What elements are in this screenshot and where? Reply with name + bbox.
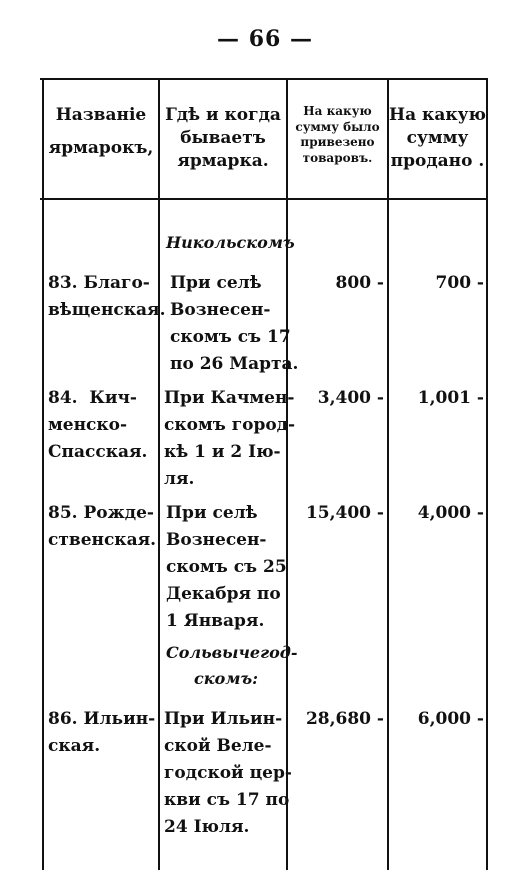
header-where-line: ярмарка. bbox=[177, 150, 269, 171]
fair-name bbox=[48, 706, 155, 760]
column-divider-5 bbox=[486, 78, 488, 870]
fair-sold: 4,000 - bbox=[417, 503, 484, 523]
fair-brought: 3,400 - bbox=[317, 388, 384, 408]
fair-where-line: скомъ съ 17 bbox=[170, 327, 291, 347]
fair-name-line: 83. Благо- bbox=[48, 273, 150, 293]
fair-brought: 800 - bbox=[335, 273, 384, 293]
fair-sold: 700 - bbox=[435, 273, 484, 293]
column-divider-2 bbox=[158, 78, 160, 870]
header-name bbox=[44, 104, 158, 160]
fair-where-line: При Ильин- bbox=[164, 709, 283, 729]
region-label-line: скомъ: bbox=[194, 669, 258, 688]
fair-brought: 28,680 - bbox=[305, 709, 384, 729]
fair-where bbox=[166, 500, 287, 635]
fair-where-line: Вознесен- bbox=[166, 530, 267, 550]
fair-where bbox=[164, 385, 295, 493]
column-divider-4 bbox=[387, 78, 389, 870]
header-where-line: бываетъ bbox=[180, 127, 266, 148]
fair-where-line: скомъ съ 25 bbox=[166, 557, 287, 577]
fair-name-line: 84. Кич- bbox=[48, 388, 137, 408]
header-where-when bbox=[160, 104, 286, 173]
fair-name-line: вѣщенская. bbox=[48, 300, 166, 320]
header-name-line: Названiе bbox=[55, 105, 147, 125]
fair-where-line: 1 Января. bbox=[166, 611, 265, 631]
fair-name-line: Спасская. bbox=[48, 442, 148, 462]
column-divider-1 bbox=[42, 78, 44, 870]
fair-where-line: При Качмен- bbox=[164, 388, 295, 408]
fair-where-line: ля. bbox=[164, 469, 195, 489]
fair-where-line: Декабря по bbox=[166, 584, 281, 604]
fair-where-line: скомъ город- bbox=[164, 415, 296, 435]
fair-where-line: Вознесен- bbox=[170, 300, 271, 320]
fair-name-line: ственская. bbox=[48, 530, 157, 550]
header-brought-line: привезено bbox=[300, 135, 375, 150]
region-label bbox=[166, 640, 298, 692]
fair-where-line: При селѣ bbox=[170, 273, 262, 293]
fair-where bbox=[164, 706, 292, 841]
fair-where-line: 24 Iюля. bbox=[164, 817, 250, 837]
header-sold-line: На какую bbox=[389, 105, 486, 125]
header-sold-line: сумму bbox=[406, 127, 469, 148]
fair-brought: 15,400 - bbox=[305, 503, 384, 523]
header-bottom-rule bbox=[40, 198, 488, 200]
fair-name bbox=[48, 500, 156, 554]
fair-where-line: кѣ 1 и 2 Iю- bbox=[164, 442, 281, 462]
header-where-line: Гдѣ и когда bbox=[165, 105, 281, 125]
header-sold-line: продано . bbox=[390, 150, 485, 171]
header-brought-line: товаровъ. bbox=[302, 150, 373, 165]
fair-where-line: При селѣ bbox=[166, 503, 258, 523]
fair-where-line: ской Веле- bbox=[164, 736, 272, 756]
fair-where bbox=[170, 270, 298, 378]
region-label-line: Сольвычегод- bbox=[166, 643, 298, 662]
fair-name bbox=[48, 385, 147, 466]
header-sold bbox=[389, 104, 486, 173]
header-brought bbox=[288, 104, 387, 166]
fair-name-line: ская. bbox=[48, 736, 101, 756]
fair-name-line: 86. Ильин- bbox=[48, 709, 156, 729]
fair-name-line: менско- bbox=[48, 415, 128, 435]
fair-sold: 1,001 - bbox=[417, 388, 484, 408]
page-number: — 66 — bbox=[217, 26, 313, 52]
fair-name bbox=[48, 270, 166, 324]
header-name-line: ярмарокъ, bbox=[48, 137, 154, 158]
fair-where-line: по 26 Марта. bbox=[170, 354, 299, 374]
header-brought-line: На какую bbox=[303, 104, 372, 118]
fair-where-line: кви съ 17 по bbox=[164, 790, 290, 810]
table-top-rule bbox=[40, 78, 488, 80]
fair-sold: 6,000 - bbox=[417, 709, 484, 729]
fair-where-line: годской цер- bbox=[164, 763, 292, 783]
fair-name-line: 85. Рожде- bbox=[48, 503, 154, 523]
header-brought-line: сумму было bbox=[295, 119, 380, 134]
region-label: Никольскомъ bbox=[166, 233, 295, 252]
